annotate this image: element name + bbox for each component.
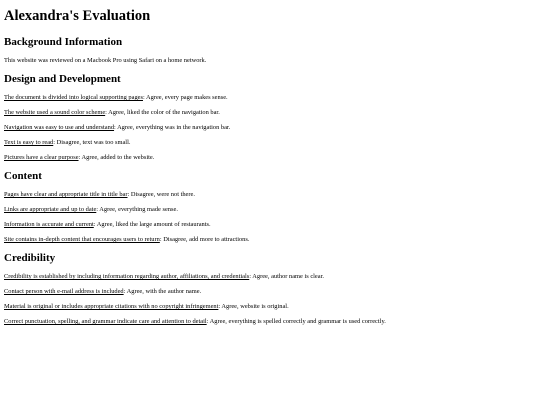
- content-item: [4, 191, 536, 198]
- design-criterion-link[interactable]: The website used a sound color scheme: [4, 109, 106, 116]
- content-comment: : Agree, everything made sense.: [96, 206, 178, 213]
- content-criterion-link[interactable]: Information is accurate and current: [4, 221, 94, 228]
- content-heading: Content: [4, 170, 42, 182]
- content-comment: : Agree, liked the large amount of restaurants.: [93, 221, 211, 228]
- background-heading: Background Information: [4, 36, 123, 48]
- design-section: [4, 72, 536, 161]
- credibility-criterion-link[interactable]: Contact person with e-mail address is included: [4, 288, 124, 295]
- content-section: [4, 169, 536, 243]
- credibility-criterion-link[interactable]: Credibility is established by including information regarding author, affiliations, and credentials: [4, 273, 250, 280]
- background-text: This website was reviewed on a Macbook Pro using Safari on a home network.: [4, 57, 207, 64]
- design-criterion-link[interactable]: Navigation was easy to use and understand: [4, 124, 115, 131]
- design-criterion-link[interactable]: The document is divided into logical supporting pages: [4, 94, 143, 101]
- design-criterion-link[interactable]: Text is easy to read: [4, 139, 54, 146]
- design-item: [4, 94, 536, 101]
- credibility-heading: Credibility: [4, 252, 56, 264]
- credibility-comment: : Agree, with the author name.: [123, 288, 202, 295]
- content-criterion-link[interactable]: Pages have clear and appropriate title in title bar: [4, 191, 128, 198]
- design-comment: : Agree, everything was in the navigation bar.: [114, 124, 231, 131]
- content-criterion-link[interactable]: Site contains in-depth content that encourages users to return: [4, 236, 160, 243]
- credibility-criterion-link[interactable]: Correct punctuation, spelling, and grammar indicate care and attention to detail: [4, 318, 207, 325]
- credibility-item: [4, 318, 536, 325]
- design-item: [4, 109, 536, 116]
- design-item: [4, 124, 536, 131]
- credibility-item: [4, 273, 536, 280]
- design-comment: : Agree, liked the color of the navigation bar.: [105, 109, 220, 116]
- credibility-item: [4, 303, 536, 310]
- credibility-comment: : Agree, everything is spelled correctly and grammar is used correctly.: [206, 318, 386, 325]
- credibility-criterion-link[interactable]: Material is original or includes appropriate citations with no copyright infringement: [4, 303, 219, 310]
- design-comment: : Agree, every page makes sense.: [142, 94, 228, 101]
- credibility-item: [4, 288, 536, 295]
- design-criterion-link[interactable]: Pictures have a clear purpose: [4, 154, 79, 161]
- content-item: [4, 221, 536, 228]
- content-item: [4, 236, 536, 243]
- design-heading: Design and Development: [4, 73, 121, 85]
- design-comment: : Agree, added to the website.: [78, 154, 155, 161]
- credibility-comment: : Agree, website is original.: [218, 303, 289, 310]
- content-criterion-link[interactable]: Links are appropriate and up to date: [4, 206, 97, 213]
- content-comment: : Disagree, were not there.: [127, 191, 195, 198]
- design-item: [4, 154, 536, 161]
- background-section: [4, 35, 536, 64]
- page-title: Alexandra's Evaluation: [4, 8, 151, 24]
- design-comment: : Disagree, text was too small.: [53, 139, 131, 146]
- content-comment: : Disagree, add more to attractions.: [159, 236, 250, 243]
- content-item: [4, 206, 536, 213]
- credibility-comment: : Agree, author name is clear.: [249, 273, 324, 280]
- credibility-section: [4, 251, 536, 325]
- design-item: [4, 139, 536, 146]
